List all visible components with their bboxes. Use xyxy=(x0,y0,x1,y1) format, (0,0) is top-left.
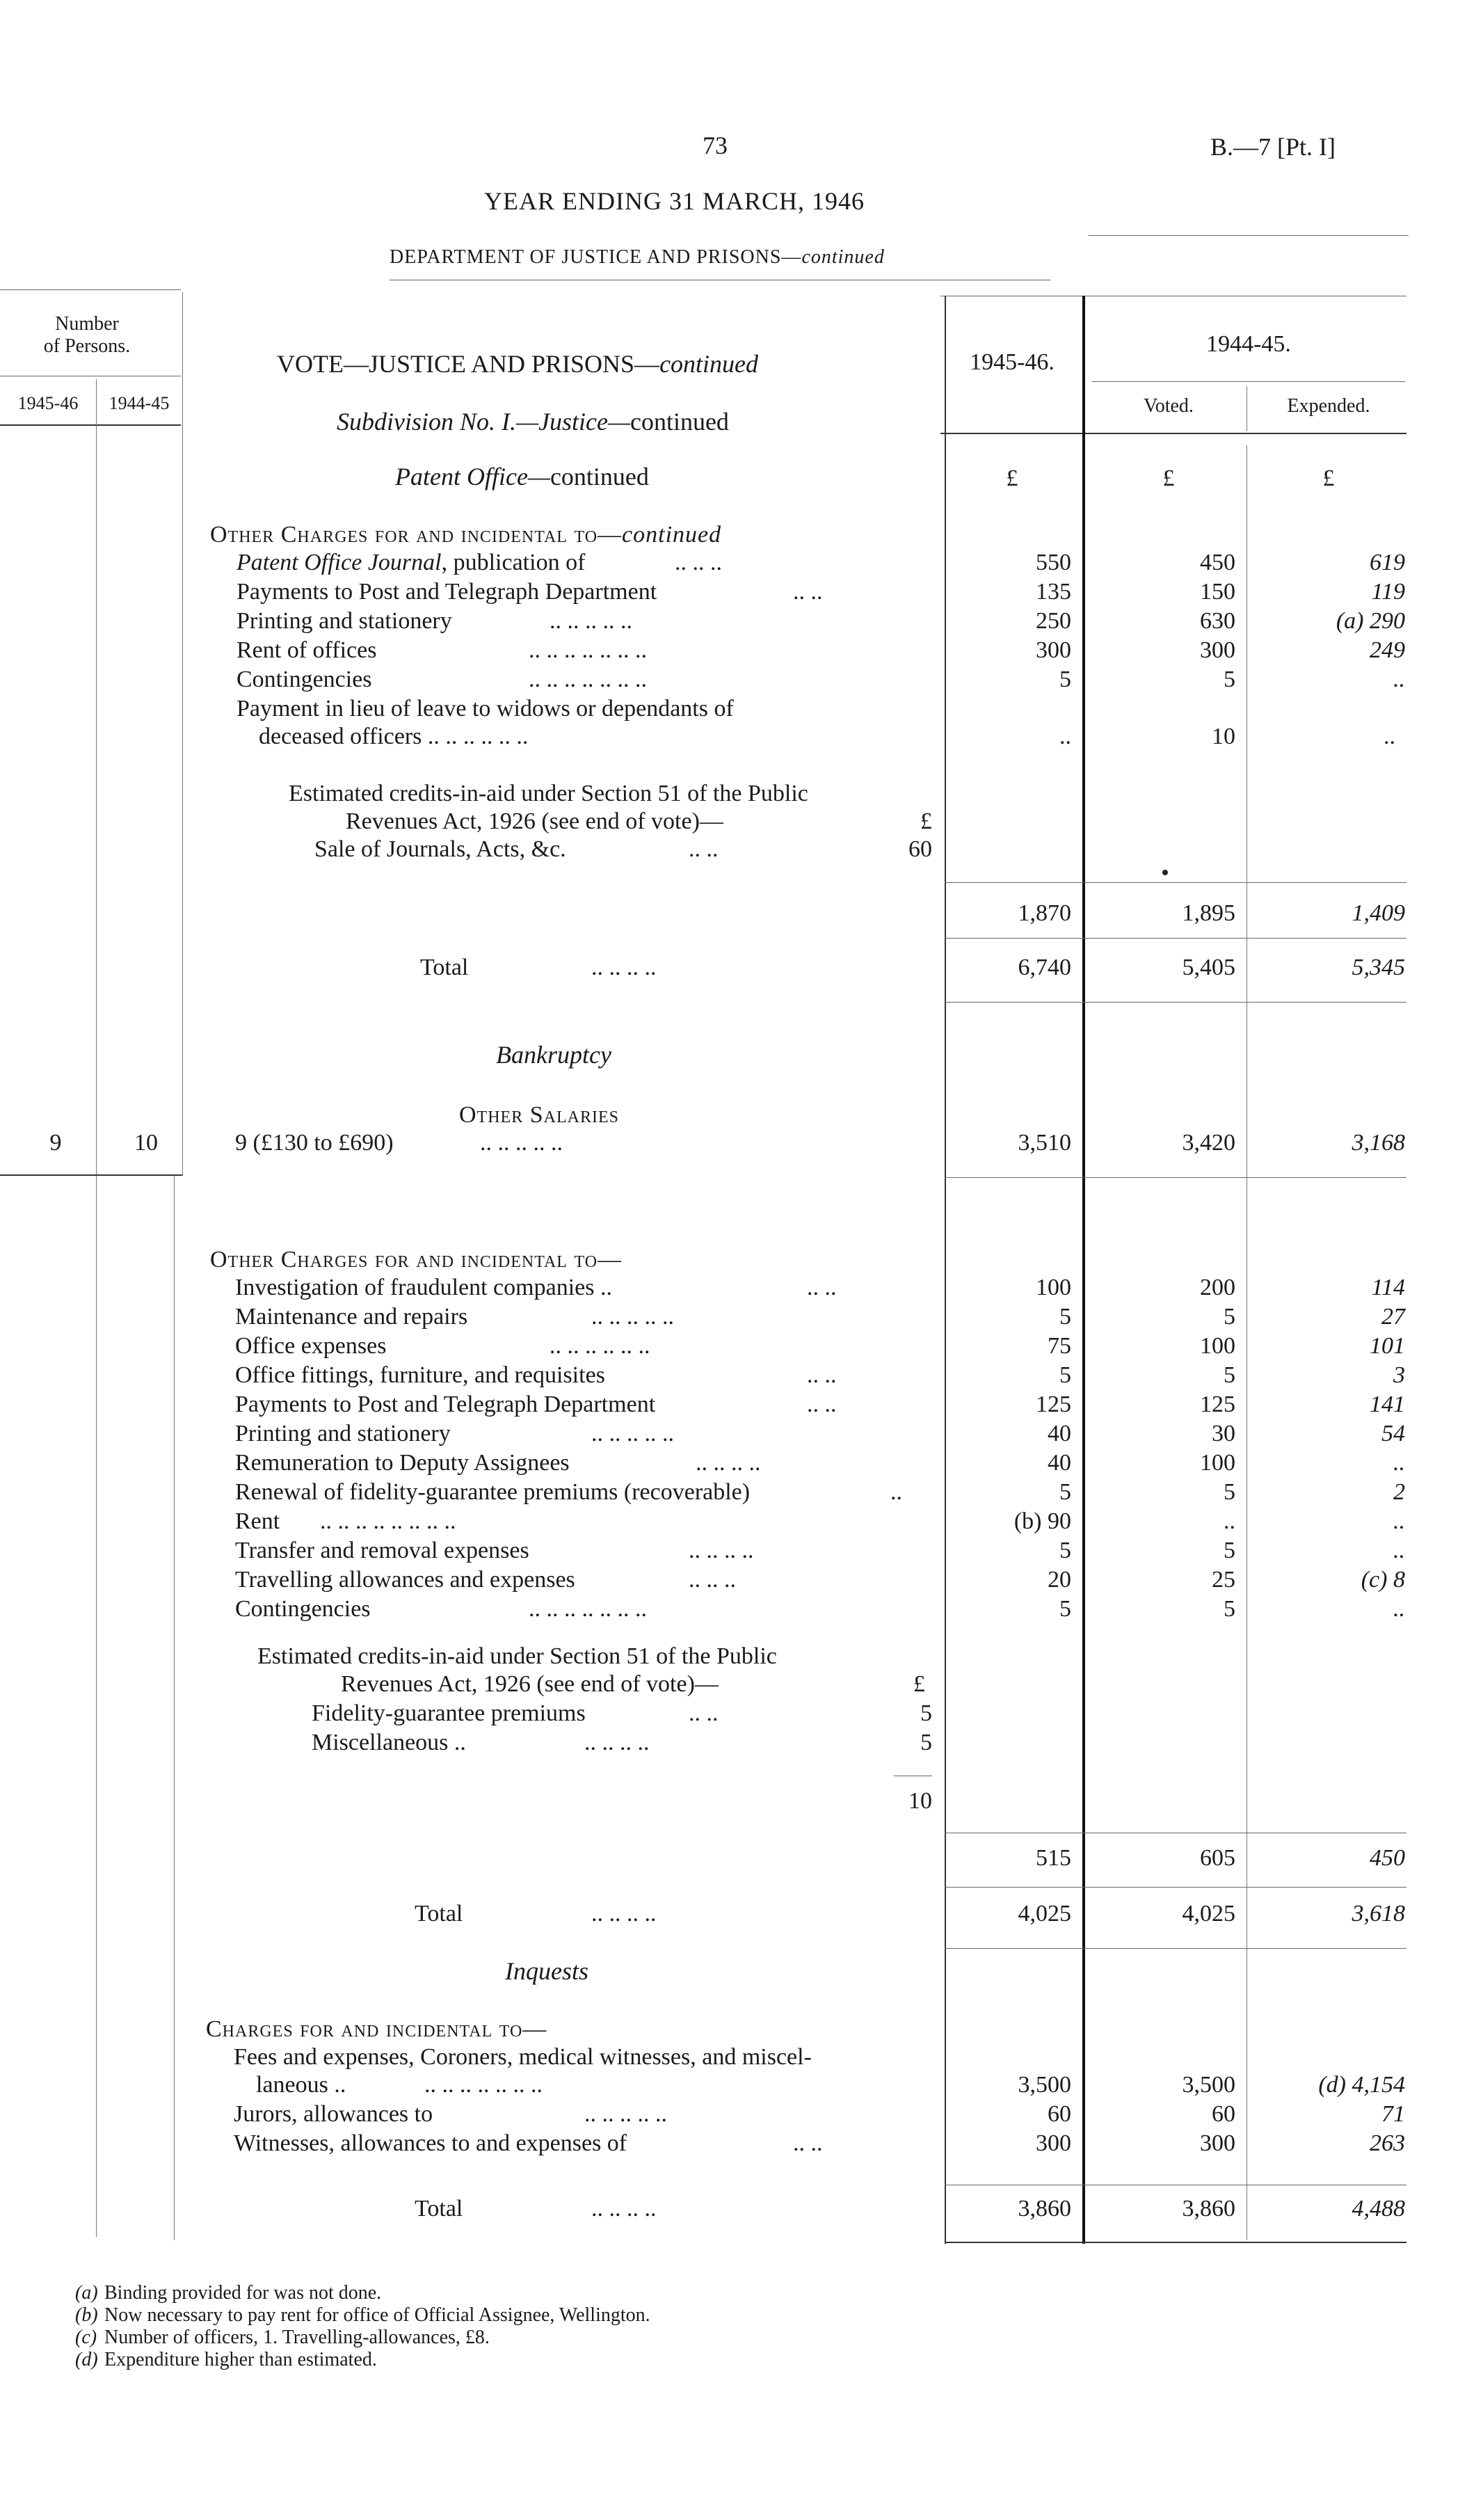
persons-right-rule-lower xyxy=(174,1176,175,2240)
bankruptcy-persons-1944: 10 xyxy=(134,1130,158,1156)
amount-1945: (b) 90 xyxy=(1013,1508,1071,1534)
line-item-label: Investigation of fraudulent companies .. xyxy=(235,1275,612,1300)
money-header-bottom-rule xyxy=(940,433,1406,434)
inquests-total-1945: 3,860 xyxy=(1018,2196,1071,2222)
voted-header: Voted. xyxy=(1144,395,1194,417)
leader-dots: .. .. .. .. .. xyxy=(591,1421,674,1446)
credit-item-label: Fidelity-guarantee premiums xyxy=(312,1700,586,1726)
amount-voted: 5 xyxy=(1224,1596,1235,1622)
inquests-fees-expended: (d) 4,154 xyxy=(1318,2072,1405,2098)
footnote-text: Binding provided for was not done. xyxy=(104,2282,382,2304)
leave-payment-line2: deceased officers .. .. .. .. .. .. xyxy=(259,724,529,749)
vote-title-text: VOTE—JUSTICE AND PRISONS— xyxy=(277,350,660,378)
voted-expended-divider xyxy=(1246,386,1247,431)
leave-1945: .. xyxy=(1059,724,1071,749)
line-item-label: Printing and stationery xyxy=(235,1421,451,1446)
bankruptcy-subtotal-1945: 515 xyxy=(1036,1845,1071,1871)
page-title: YEAR ENDING 31 MARCH, 1946 xyxy=(484,187,865,215)
leave-expended: .. xyxy=(1384,724,1395,749)
bankruptcy-total-1945: 4,025 xyxy=(1018,1901,1071,1927)
patent-total-dots: .. .. .. .. xyxy=(591,955,657,980)
subdivision-heading xyxy=(337,407,729,436)
line-item-label: Travelling allowances and expenses xyxy=(235,1567,575,1593)
bankruptcy-salaries-expended: 3,168 xyxy=(1352,1130,1405,1156)
amount-voted: 60 xyxy=(1212,2101,1235,2127)
amount-voted: .. xyxy=(1224,1508,1235,1534)
bankruptcy-total-expended: 3,618 xyxy=(1352,1901,1405,1927)
footnote-mark: (d) xyxy=(75,2349,98,2370)
line-item-label: Contingencies xyxy=(237,667,372,692)
leave-payment-line1: Payment in lieu of leave to widows or dependants of xyxy=(237,696,734,721)
footnote-text: Expenditure higher than estimated. xyxy=(104,2349,377,2370)
amount-voted: 5 xyxy=(1224,1304,1235,1330)
leader-dots: .. .. .. .. xyxy=(696,1450,761,1476)
credit-item-value: 5 xyxy=(920,1730,932,1755)
vote-title-continued: continued xyxy=(659,350,759,378)
persons-bottom-rule xyxy=(0,1174,182,1176)
bankruptcy-subtotal-voted: 605 xyxy=(1200,1845,1235,1871)
amount-1945: 125 xyxy=(1036,1391,1071,1417)
inquests-total-dots: .. .. .. .. xyxy=(591,2196,657,2222)
persons-top-rule xyxy=(0,289,181,290)
line-item-label: Office fittings, furniture, and requisites xyxy=(235,1362,605,1388)
vote-title xyxy=(277,349,758,378)
bankruptcy-subtotal-expended: 450 xyxy=(1370,1845,1405,1871)
expended-left-rule xyxy=(1246,445,1247,2240)
patent-credits-dots: .. .. xyxy=(689,836,719,862)
patent-credits-value: 60 xyxy=(908,836,932,862)
pound-sign-expended: £ xyxy=(1322,465,1335,491)
bankruptcy-persons-1945: 9 xyxy=(49,1130,62,1156)
amount-voted: 200 xyxy=(1200,1275,1235,1300)
inquests-fees-1945: 3,500 xyxy=(1018,2072,1071,2098)
line-item-label: Payments to Post and Telegraph Department xyxy=(235,1391,656,1417)
amount-1945: 40 xyxy=(1048,1421,1071,1446)
line-item-label: Office expenses xyxy=(235,1333,387,1359)
amount-expended: 119 xyxy=(1371,579,1405,605)
persons-header-rule xyxy=(0,424,181,426)
leader-dots: .. .. .. .. xyxy=(584,1730,650,1755)
amount-expended: 114 xyxy=(1371,1275,1405,1300)
amount-1945: 75 xyxy=(1048,1333,1071,1359)
leader-dots: .. xyxy=(890,1479,902,1505)
amount-1945: 250 xyxy=(1036,608,1071,634)
page-number: 73 xyxy=(703,131,728,159)
amount-expended: 2 xyxy=(1393,1479,1405,1505)
department-name: DEPARTMENT OF JUSTICE AND PRISONS— xyxy=(390,246,802,268)
persons-right-rule-upper xyxy=(182,292,183,1176)
patent-credits-line2: Revenues Act, 1926 (see end of vote)— xyxy=(346,808,723,834)
leader-dots: .. .. .. .. .. xyxy=(550,608,632,634)
line-item-label: Payments to Post and Telegraph Department xyxy=(237,579,657,605)
patent-subtotal-voted: 1,895 xyxy=(1182,900,1235,926)
amount-voted: 100 xyxy=(1200,1450,1235,1476)
amount-1945: 300 xyxy=(1036,2130,1071,2156)
bankruptcy-total-rule xyxy=(945,1887,1406,1888)
amount-voted: 450 xyxy=(1200,550,1235,575)
amount-expended: .. xyxy=(1393,1538,1405,1563)
amount-voted: 150 xyxy=(1200,579,1235,605)
expended-header: Expended. xyxy=(1287,395,1370,417)
footnote-mark: (b) xyxy=(75,2304,98,2326)
line-item-label: Remuneration to Deputy Assignees xyxy=(235,1450,570,1476)
bankruptcy-total-dots: .. .. .. .. xyxy=(591,1901,657,1927)
leader-dots: .. .. xyxy=(793,579,823,605)
department-heading xyxy=(390,246,885,269)
patent-charges-heading xyxy=(210,520,721,550)
credit-item-label: Miscellaneous .. xyxy=(312,1730,466,1755)
line-item-label: Renewal of fidelity-guarantee premiums (recoverable) xyxy=(235,1479,751,1505)
header-rule xyxy=(1089,235,1409,236)
line-item-label: Rent of offices xyxy=(237,637,377,663)
line-item-label: Jurors, allowances to xyxy=(234,2101,433,2127)
amount-voted: 100 xyxy=(1200,1333,1235,1359)
footnote-text: Number of officers, 1. Travelling-allowances, £8. xyxy=(104,2327,490,2348)
amount-1945: 20 xyxy=(1048,1567,1071,1593)
amount-voted: 5 xyxy=(1224,1479,1235,1505)
amount-voted: 30 xyxy=(1212,1421,1235,1446)
leader-dots: .. .. .. xyxy=(689,1567,736,1593)
col-1944-rule xyxy=(1092,381,1405,382)
patent-subtotal-1945: 1,870 xyxy=(1018,900,1071,926)
leader-dots: .. .. .. .. .. .. .. .. xyxy=(320,1508,456,1534)
patent-total-1945: 6,740 xyxy=(1018,955,1071,980)
amount-voted: 300 xyxy=(1200,637,1235,663)
patent-subtotal-rule xyxy=(945,882,1406,883)
pound-sign-voted: £ xyxy=(1162,465,1175,491)
line-item-label: Printing and stationery xyxy=(237,608,452,634)
bankruptcy-credits-line1: Estimated credits-in-aid under Section 51 of the Public xyxy=(257,1643,777,1669)
bankruptcy-credits-line2: Revenues Act, 1926 (see end of vote)— xyxy=(341,1671,719,1697)
line-item-label: Witnesses, allowances to and expenses of xyxy=(234,2130,627,2156)
leader-dots: .. .. .. .. .. xyxy=(591,1304,674,1330)
bankruptcy-credits-total: 10 xyxy=(908,1788,932,1814)
amount-expended: 3 xyxy=(1393,1362,1405,1388)
amount-voted: 125 xyxy=(1200,1391,1235,1417)
line-item-label: Transfer and removal expenses xyxy=(235,1538,529,1563)
amount-1945: 5 xyxy=(1059,1596,1071,1622)
subdivision-text: Subdivision No. I.—Justice— xyxy=(337,408,630,436)
amount-1945: 5 xyxy=(1059,1304,1071,1330)
inquests-total-expended: 4,488 xyxy=(1352,2196,1405,2222)
amount-1945: 550 xyxy=(1036,550,1071,575)
leader-dots: .. .. .. .. .. xyxy=(584,2101,667,2127)
patent-charges-heading-text: Other Charges for and incidental to— xyxy=(210,522,623,548)
inquests-fees-line1: Fees and expenses, Coroners, medical witnesses, and miscel- xyxy=(234,2044,812,2070)
amount-voted: 300 xyxy=(1200,2130,1235,2156)
number-of-persons-header: Number of Persons. xyxy=(43,313,131,357)
patent-charges-heading-continued: continued xyxy=(622,522,722,548)
table-bottom-rule xyxy=(945,2242,1406,2243)
line-item-label: Patent Office Journal, publication of xyxy=(237,550,586,575)
col-1944-header: 1944-45. xyxy=(1206,331,1291,357)
inquests-total-voted: 3,860 xyxy=(1182,2196,1235,2222)
inquests-charges-heading: Charges for and incidental to— xyxy=(206,2016,547,2042)
leader-dots: .. .. xyxy=(689,1700,719,1726)
amount-expended: 101 xyxy=(1370,1333,1405,1359)
leader-dots: .. .. .. .. .. .. .. xyxy=(529,667,647,692)
amount-1945: 5 xyxy=(1059,1362,1071,1388)
pound-sign-1945: £ xyxy=(1006,465,1018,491)
patent-credits-line1: Estimated credits-in-aid under Section 51 of the Public xyxy=(289,781,808,806)
dot-mark xyxy=(1162,870,1168,875)
bankruptcy-salaries-1945: 3,510 xyxy=(1018,1130,1071,1156)
amount-expended: 71 xyxy=(1381,2101,1405,2127)
inquests-fees-line2: laneous .. xyxy=(256,2072,346,2098)
bankruptcy-salaries-dots: .. .. .. .. .. xyxy=(480,1130,563,1156)
amount-expended: 249 xyxy=(1370,637,1405,663)
leader-dots: .. .. .. xyxy=(675,550,722,575)
persons-divider-lower xyxy=(96,1172,97,2237)
inquests-fees-voted: 3,500 xyxy=(1182,2072,1235,2098)
leave-voted: 10 xyxy=(1212,724,1235,749)
amount-expended: (a) 290 xyxy=(1336,608,1405,634)
bankruptcy-total-label: Total xyxy=(415,1901,463,1927)
persons-year-1945: 1945-46 xyxy=(17,393,79,413)
amount-expended: .. xyxy=(1393,1450,1405,1476)
line-item-label: Maintenance and repairs xyxy=(235,1304,468,1330)
line-item-label: Rent xyxy=(235,1508,280,1534)
patent-office-heading-continued: continued xyxy=(550,463,649,491)
amount-1945: 60 xyxy=(1048,2101,1071,2127)
patent-office-heading-text: Patent Office— xyxy=(395,463,550,491)
amount-expended: 263 xyxy=(1370,2130,1405,2156)
footnote-text: Now necessary to pay rent for office of Official Assignee, Wellington. xyxy=(104,2304,650,2326)
leader-dots: .. .. xyxy=(807,1391,837,1417)
credit-item-value: 5 xyxy=(920,1700,932,1726)
footnote-mark: (a) xyxy=(75,2282,98,2304)
bankruptcy-charges-heading: Other Charges for and incidental to— xyxy=(210,1247,623,1273)
patent-office-heading xyxy=(395,462,649,491)
bankruptcy-heading: Bankruptcy xyxy=(496,1041,611,1069)
patent-total-label: Total xyxy=(420,955,469,980)
leader-dots: .. .. .. .. xyxy=(689,1538,754,1563)
bankruptcy-salaries-label: 9 (£130 to £690) xyxy=(235,1130,394,1156)
amount-1945: 100 xyxy=(1036,1275,1071,1300)
bankruptcy-credits-pound: £ xyxy=(913,1671,925,1697)
amount-expended: .. xyxy=(1393,1596,1405,1622)
amount-expended: (c) 8 xyxy=(1361,1567,1405,1593)
amount-expended: .. xyxy=(1393,667,1405,692)
bankruptcy-total-voted: 4,025 xyxy=(1182,1901,1235,1927)
footnote-mark: (c) xyxy=(75,2327,97,2348)
leader-dots: .. .. .. .. .. .. .. xyxy=(529,637,647,663)
patent-total-rule xyxy=(945,938,1406,939)
amount-1945: 40 xyxy=(1048,1450,1071,1476)
patent-end-rule xyxy=(945,1002,1406,1003)
inquests-fees-dots: .. .. .. .. .. .. .. xyxy=(424,2072,543,2098)
amount-expended: 619 xyxy=(1370,550,1405,575)
bankruptcy-salaries-voted: 3,420 xyxy=(1182,1130,1235,1156)
subdivision-continued: continued xyxy=(630,408,729,436)
leader-dots: .. .. xyxy=(807,1362,837,1388)
bankruptcy-end-rule xyxy=(945,1948,1406,1949)
amount-1945: 5 xyxy=(1059,1479,1071,1505)
persons-divider-upper xyxy=(96,379,97,1172)
leader-dots: .. .. .. .. .. .. .. xyxy=(529,1596,647,1622)
document-reference: B.—7 [Pt. I] xyxy=(1210,133,1336,161)
amount-expended: 54 xyxy=(1381,1421,1405,1446)
bankruptcy-salaries-heading: Other Salaries xyxy=(459,1102,619,1128)
inquests-heading: Inquests xyxy=(505,1957,588,1985)
amount-voted: 5 xyxy=(1224,1538,1235,1563)
amount-expended: 27 xyxy=(1381,1304,1405,1330)
patent-total-voted: 5,405 xyxy=(1182,955,1235,980)
patent-subtotal-expended: 1,409 xyxy=(1352,900,1405,926)
amount-1945: 5 xyxy=(1059,1538,1071,1563)
persons-year-1944: 1944-45 xyxy=(109,393,170,413)
amount-voted: 5 xyxy=(1224,1362,1235,1388)
amount-voted: 25 xyxy=(1212,1567,1235,1593)
leader-dots: .. .. xyxy=(793,2130,823,2156)
patent-credits-pound: £ xyxy=(920,808,932,834)
col-1945-header: 1945-46. xyxy=(970,349,1055,375)
amount-1945: 5 xyxy=(1059,667,1071,692)
amount-voted: 5 xyxy=(1224,667,1235,692)
inquests-total-label: Total xyxy=(415,2196,463,2222)
amount-1945: 135 xyxy=(1036,579,1071,605)
salaries-rule xyxy=(945,1177,1406,1178)
department-continued: continued xyxy=(801,246,885,268)
patent-total-expended: 5,345 xyxy=(1352,955,1405,980)
amount-1945: 300 xyxy=(1036,637,1071,663)
leader-dots: .. .. .. .. .. .. xyxy=(550,1333,650,1359)
col-1944-left-rule xyxy=(1082,296,1085,2244)
leader-dots: .. .. xyxy=(807,1275,837,1300)
patent-credits-item: Sale of Journals, Acts, &c. xyxy=(314,836,566,862)
amount-voted: 630 xyxy=(1200,608,1235,634)
line-item-label: Contingencies xyxy=(235,1596,371,1622)
amount-expended: .. xyxy=(1393,1508,1405,1534)
amount-expended: 141 xyxy=(1370,1391,1405,1417)
